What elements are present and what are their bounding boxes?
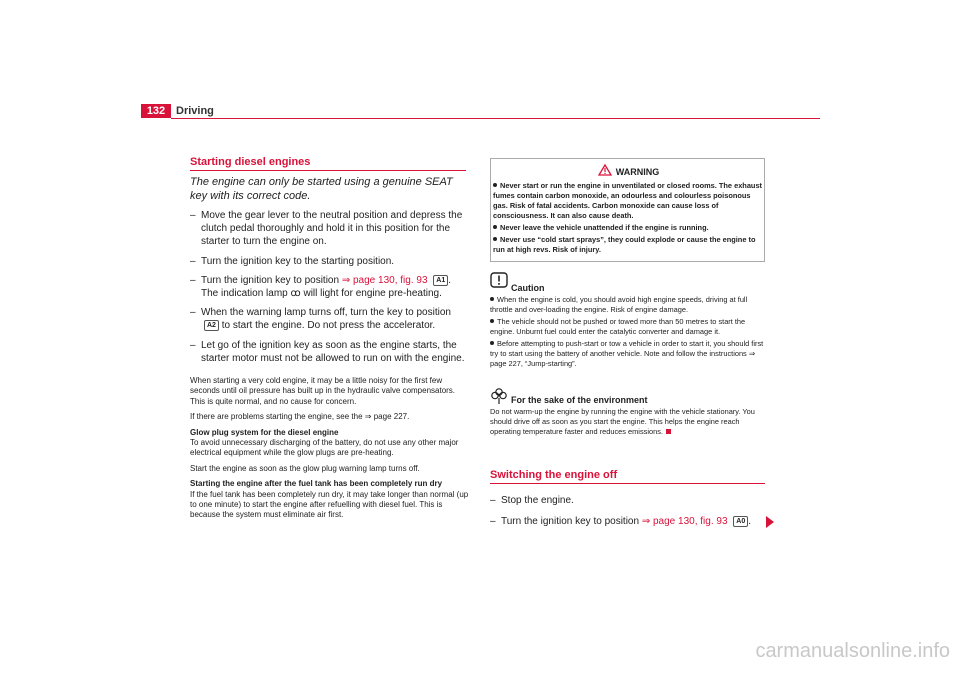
note-paragraph: If there are problems starting the engine, see the ⇒ page 227. bbox=[190, 412, 410, 422]
key-position-badge: A1 bbox=[433, 275, 448, 286]
section-rule bbox=[190, 170, 466, 171]
note-paragraph: If the fuel tank has been completely run dry, it may take longer than normal (up to one minute) to start the engine after refuelling with diesel fuel. This is because the system must eliminate air first. bbox=[190, 489, 469, 520]
caution-title: Caution bbox=[511, 283, 545, 293]
section-rule bbox=[490, 483, 765, 484]
intro-text: The engine can only be started using a genuine SEAT key with its correct code. bbox=[190, 176, 453, 202]
step-item: – Move the gear lever to the neutral position and depress the clutch pedal thoroughly and hold it in this position for the starter to turn the engine on. bbox=[190, 210, 463, 248]
warning-item: Never leave the vehicle unattended if the engine is running. bbox=[493, 223, 763, 233]
warning-list bbox=[493, 181, 763, 257]
caution-item: When the engine is cold, you should avoid high engine speeds, driving at full throttle and over-loading the engine. Risk of engine damage. bbox=[490, 295, 748, 314]
step-item: – Let go of the ignition key as soon as the engine starts, the starter motor must not be allowed to run on with the engine. bbox=[190, 339, 465, 364]
header-rule bbox=[171, 118, 820, 119]
page-link[interactable]: ⇒ page 130, fig. 93 bbox=[641, 516, 728, 528]
warning-item: Never use “cold start sprays”, they could explode or cause the engine to run at high revs. Risk of injury. bbox=[493, 235, 756, 254]
next-page-arrow-icon[interactable] bbox=[766, 515, 774, 533]
step-item: – When the warning lamp turns off, turn the key to position A2 to start the engine. Do not press the accelerator. bbox=[190, 307, 451, 332]
step-list bbox=[190, 209, 470, 371]
step-item: – Turn the ignition key to position ⇒ page 130, fig. 93 A0 . bbox=[490, 516, 752, 528]
section-heading-starting: Starting diesel engines bbox=[190, 156, 311, 168]
warning-header: WARNING bbox=[491, 164, 766, 178]
environment-text: Do not warm-up the engine by running the engine with the vehicle stationary. You should drive off as soon as you start the engine. This helps the engine reach operating temperature faster and reduces emissions. bbox=[490, 407, 755, 436]
caution-icon bbox=[490, 272, 508, 293]
note-paragraph: When starting a very cold engine, it may be a little noisy for the first few seconds until oil pressure has built up in the hydraulic valve compensators. This is quite normal, and no cause for concern. bbox=[190, 376, 456, 406]
bullet-icon bbox=[493, 237, 497, 241]
warning-item: Never start or run the engine in unventilated or closed rooms. The exhaust fumes contain carbon monoxide, an odourless and colourless poisonous gas. Risk of fatal accidents. Carbon monoxide can cause loss of consciousness. It can also cause death. bbox=[493, 181, 763, 220]
step-item: – Turn the ignition key to the starting position. bbox=[190, 255, 395, 267]
step-item: – Stop the engine. bbox=[490, 495, 574, 506]
bullet-icon bbox=[490, 319, 494, 323]
bullet-icon bbox=[493, 183, 497, 187]
key-position-badge: A2 bbox=[204, 320, 219, 331]
note-subheading: Starting the engine after the fuel tank has been completely run dry bbox=[190, 479, 443, 489]
section-heading-switching: Switching the engine off bbox=[490, 469, 618, 481]
caution-item: The vehicle should not be pushed or towed more than 50 metres to start the engine. Unburnt fuel could enter the catalytic converter and damage it. bbox=[490, 317, 746, 336]
bullet-icon bbox=[490, 297, 494, 301]
bullet-icon bbox=[490, 341, 494, 345]
page-number: 132 bbox=[141, 104, 171, 118]
environment-title: For the sake of the environment bbox=[511, 395, 648, 405]
warning-triangle-icon bbox=[598, 164, 612, 176]
key-position-badge: A0 bbox=[733, 516, 748, 527]
end-of-section-marker bbox=[666, 429, 671, 434]
running-header: Driving bbox=[176, 105, 214, 117]
notes-block bbox=[190, 376, 472, 526]
warning-box bbox=[490, 158, 765, 262]
note-subheading: Glow plug system for the diesel engine bbox=[190, 427, 339, 437]
note-paragraph: To avoid unnecessary discharging of the battery, do not use any other major electrical equipment while the glow plugs are pre-heating. bbox=[190, 438, 459, 458]
note-paragraph: Start the engine as soon as the glow plug warning lamp turns off. bbox=[190, 463, 420, 473]
page-link[interactable]: ⇒ page 130, fig. 93 bbox=[341, 274, 428, 286]
bullet-icon bbox=[493, 225, 497, 229]
watermark: carmanualsonline.info bbox=[755, 640, 950, 662]
step-list-switching bbox=[490, 494, 770, 534]
caution-list bbox=[490, 295, 765, 371]
caution-item: Before attempting to push-start or tow a vehicle in order to start it, you should first try to start using the battery of another vehicle. Note and follow the instructions ⇒ page 227, “Jump-starting”. bbox=[490, 339, 764, 368]
glow-plug-lamp-icon: ꝏ bbox=[290, 288, 301, 300]
step-item: – Turn the ignition key to position ⇒ page 130, fig. 93 A1 . The indication lamp ꝏ will light for engine pre-heating. bbox=[190, 274, 452, 300]
